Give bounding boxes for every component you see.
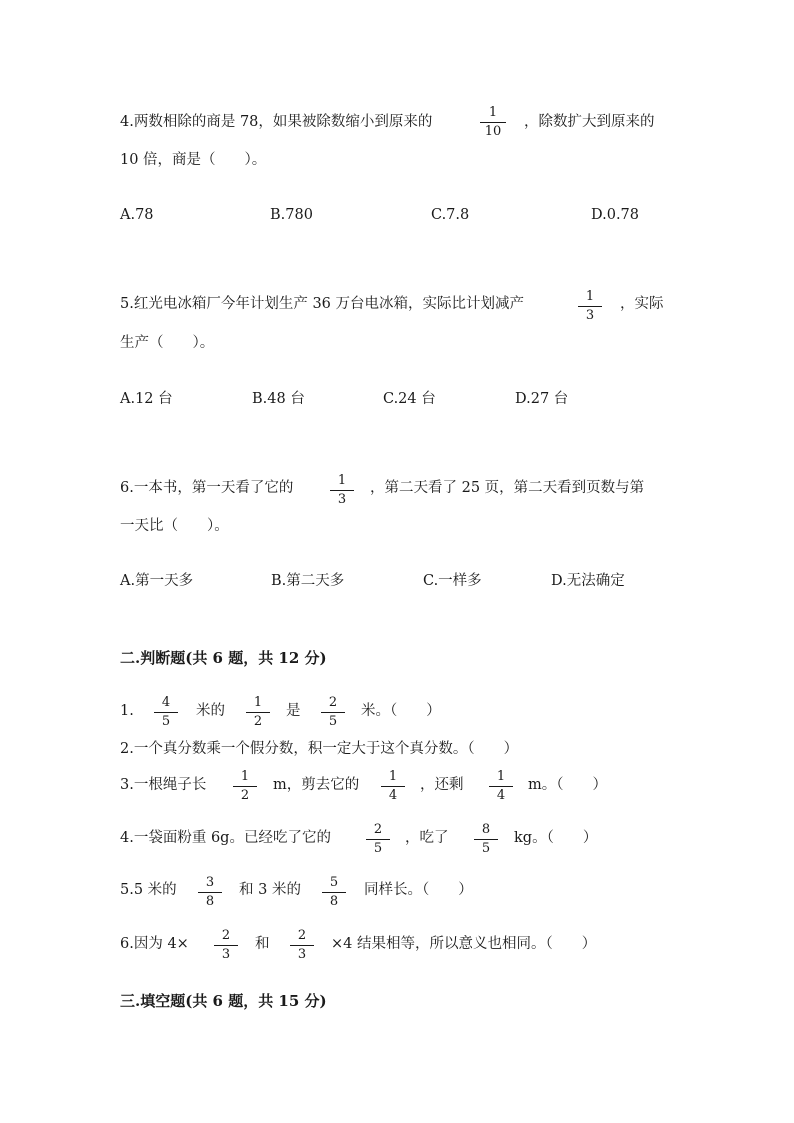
s2-item4-prefix: 4.一袋面粉重 6g。已经吃了它的 xyxy=(120,830,331,846)
frac-num: 1 xyxy=(496,769,506,784)
s2-item3-frac1 xyxy=(233,770,257,803)
frac-num: 2 xyxy=(297,928,307,943)
q5-line1-end: ，实际 xyxy=(620,296,664,312)
q5-option-b: B.48 台 xyxy=(252,391,305,407)
s2-item3-text2: ，还剩 xyxy=(420,777,464,793)
s2-item6-prefix: 6.因为 4× xyxy=(120,936,189,952)
s2-item4-text1: ，吃了 xyxy=(405,830,449,846)
s2-item3-text1: m，剪去它的 xyxy=(273,777,360,793)
frac-den: 5 xyxy=(328,714,338,729)
frac-den: 5 xyxy=(373,841,383,856)
q4-fraction xyxy=(480,106,506,139)
s2-item4-frac2 xyxy=(474,823,498,856)
frac-den: 2 xyxy=(253,714,263,729)
q5-option-d: D.27 台 xyxy=(515,391,569,407)
frac-num: 3 xyxy=(205,875,215,890)
s2-item5-frac2 xyxy=(322,876,346,909)
s2-item6-frac1 xyxy=(214,929,238,962)
q4-option-c: C.7.8 xyxy=(431,207,470,223)
s2-item1-frac3 xyxy=(321,696,345,729)
section3-title: 三.填空题(共 6 题，共 15 分) xyxy=(120,992,327,1010)
q5-frac-num: 1 xyxy=(585,289,595,304)
q5-option-a: A.12 台 xyxy=(120,391,173,407)
s2-item4-text2: kg。（ ） xyxy=(514,830,598,846)
s2-item5-prefix: 5.5 米的 xyxy=(120,882,177,898)
s2-item6-text2: ×4 结果相等，所以意义也相同。（ ） xyxy=(331,936,597,952)
q4-line1-end: ，除数扩大到原来的 xyxy=(524,114,655,130)
frac-den: 8 xyxy=(329,894,339,909)
s2-item5-frac1 xyxy=(198,876,222,909)
frac-den: 2 xyxy=(240,788,250,803)
s2-item3-prefix: 3.一根绳子长 xyxy=(120,777,207,793)
frac-num: 2 xyxy=(373,822,383,837)
frac-den: 5 xyxy=(161,714,171,729)
q5-option-c: C.24 台 xyxy=(383,391,436,407)
q6-fraction xyxy=(330,474,354,507)
q6-option-a: A.第一天多 xyxy=(120,573,194,589)
q4-option-a: A.78 xyxy=(120,207,154,223)
frac-den: 3 xyxy=(221,947,231,962)
q6-line1-start: 6.一本书，第一天看了它的 xyxy=(120,480,294,496)
s2-item5-text2: 同样长。（ ） xyxy=(364,882,473,898)
s2-item4-frac1 xyxy=(366,823,390,856)
q6-option-c: C.一样多 xyxy=(423,573,482,589)
s2-item3-text3: m。（ ） xyxy=(528,777,607,793)
q5-line2: 生产（ ）。 xyxy=(120,335,215,351)
q6-line1-end: ，第二天看了 25 页，第二天看到页数与第 xyxy=(370,480,645,496)
frac-den: 4 xyxy=(496,788,506,803)
section2-title: 二.判断题(共 6 题，共 12 分) xyxy=(120,649,327,667)
q6-option-b: B.第二天多 xyxy=(271,573,345,589)
frac-den: 8 xyxy=(205,894,215,909)
frac-num: 2 xyxy=(221,928,231,943)
s2-item1-frac2 xyxy=(246,696,270,729)
q4-option-d: D.0.78 xyxy=(591,207,640,223)
q4-frac-den: 10 xyxy=(484,124,502,139)
frac-den: 4 xyxy=(388,788,398,803)
frac-num: 2 xyxy=(328,695,338,710)
s2-item6-frac2 xyxy=(290,929,314,962)
frac-num: 5 xyxy=(329,875,339,890)
s2-item1-text1: 米的 xyxy=(196,703,225,719)
q5-frac-den: 3 xyxy=(585,308,595,323)
frac-den: 3 xyxy=(297,947,307,962)
s2-item3-frac3 xyxy=(489,770,513,803)
s2-item5-text1: 和 3 米的 xyxy=(239,882,301,898)
s2-item6-text1: 和 xyxy=(255,936,270,952)
frac-num: 1 xyxy=(240,769,250,784)
s2-item2: 2.一个真分数乘一个假分数，积一定大于这个真分数。（ ） xyxy=(120,741,519,757)
q6-frac-num: 1 xyxy=(337,473,347,488)
q6-line2: 一天比（ ）。 xyxy=(120,518,229,534)
frac-num: 1 xyxy=(388,769,398,784)
q4-frac-num: 1 xyxy=(488,105,498,120)
q6-frac-den: 3 xyxy=(337,492,347,507)
frac-num: 8 xyxy=(481,822,491,837)
s2-item1-text3: 米。（ ） xyxy=(361,703,441,719)
q6-option-d: D.无法确定 xyxy=(551,573,625,589)
q4-line1-start: 4.两数相除的商是 78，如果被除数缩小到原来的 xyxy=(120,114,433,130)
s2-item3-frac2 xyxy=(381,770,405,803)
q4-line2: 10 倍，商是（ ）。 xyxy=(120,152,267,168)
s2-item1-frac1 xyxy=(154,696,178,729)
frac-num: 4 xyxy=(161,695,171,710)
q5-fraction xyxy=(578,290,602,323)
q4-option-b: B.780 xyxy=(270,207,313,223)
s2-item1-prefix: 1. xyxy=(120,703,134,719)
frac-num: 1 xyxy=(253,695,263,710)
frac-den: 5 xyxy=(481,841,491,856)
q5-line1-start: 5.红光电冰箱厂今年计划生产 36 万台电冰箱，实际比计划减产 xyxy=(120,296,525,312)
s2-item1-text2: 是 xyxy=(286,703,301,719)
